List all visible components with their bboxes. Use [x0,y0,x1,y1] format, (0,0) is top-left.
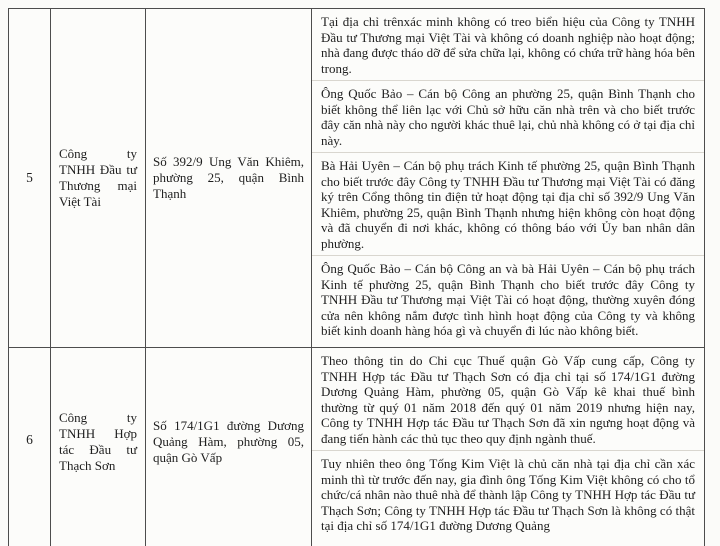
company-address: Số 392/9 Ung Văn Khiêm, phường 25, quận Bình Thạnh [153,154,304,201]
row-number-cell [9,348,51,546]
company-address-cell [146,9,312,347]
company-name-cell [51,9,146,347]
company-address-cell [146,348,312,546]
table-row [9,9,704,348]
row-number: 5 [26,170,33,186]
table-row [9,348,704,546]
company-name-cell [51,348,146,546]
company-verification-table [8,8,705,546]
company-name: Công ty TNHH Đầu tư Thương mại Việt Tài [59,146,137,209]
verification-note: Tại địa chỉ trênxác minh không có treo biển hiệu của Công ty TNHH Đầu tư Thương mại Việt Tài và không có doanh nghiệp nào hoạt động; nhà đang được tháo dỡ để sửa chữa lại, không có chứa trữ hàng hóa bên trong. [312,9,704,81]
verification-note: Tuy nhiên theo ông Tống Kim Việt là chủ căn nhà tại địa chỉ cần xác minh thì từ trước đến nay, gia đình ông Tống Kim Việt không có cho tổ chức/cá nhân nào thuê nhà để thành lập Công ty TNHH Hợp tác Đầu tư Thạch Sơn; Công ty TNHH Hợp tác Đầu tư Thạch Sơn là không có thật tại địa chỉ số 174/1G1 đường Dương Quảng [321,456,695,533]
row-number: 6 [26,432,33,447]
row-number-cell [9,9,51,347]
verification-note: Bà Hải Uyên – Cán bộ phụ trách Kinh tế phường 25, quận Bình Thạnh cho biết trước đây Công ty TNHH Đầu tư Thương mại Việt Tài có đăng ký trên Cổng thông tin điện tử hoạt động tại địa chỉ số 392/9 Ung Văn Khiêm, phường 25, quận Bình Thạnh nhưng hiện không còn hoạt động và đã chuyển đi nơi khác, không có thông báo với Ủy ban nhân dân phường. [312,153,704,256]
verification-notes-cell [312,9,704,347]
company-name: Công ty TNHH Hợp tác Đầu tư Thạch Sơn [59,410,137,473]
verification-note: Theo thông tin do Chi cục Thuế quận Gò Vấp cung cấp, Công ty TNHH Hợp tác Đầu tư Thạch Sơn có địa chỉ tại số 174/1G1 đường Dương Quảng Hàm, phường 05, quận Gò Vấp kê khai thuế bình thường từ quý 01 năm 2018 đến quý 01 năm 2019 nhưng hiện nay, Công ty TNHH Hợp tác Đầu tư Thạch Sơn đã xin ngưng hoạt động và đang tiến hành các thủ tục theo quy định ngành thuế. [312,348,704,451]
company-address: Số 174/1G1 đường Dương Quảng Hàm, phường 05, quận Gò Vấp [153,418,304,465]
verification-note: Ông Quốc Bảo – Cán bộ Công an và bà Hải Uyên – Cán bộ phụ trách Kinh tế phường 25, quận Bình Thạnh cho biết trước đây Công ty TNHH Đầu tư Thương mại Việt Tài có hoạt động, thường xuyên đóng cửa nên không nắm được tình hình hoạt động của Công ty và không biết kinh doanh hàng hóa gì và chuyển đi lúc nào không biết. [321,261,695,338]
verification-notes-cell [312,348,704,546]
verification-note: Ông Quốc Bảo – Cán bộ Công an phường 25, quận Bình Thạnh cho biết không thể liên lạc với Chủ sở hữu căn nhà trên và cho biết trước đây căn nhà này cho người khác thuê lại, chủ nhà không có ở tại địa chỉ này. [312,81,704,153]
